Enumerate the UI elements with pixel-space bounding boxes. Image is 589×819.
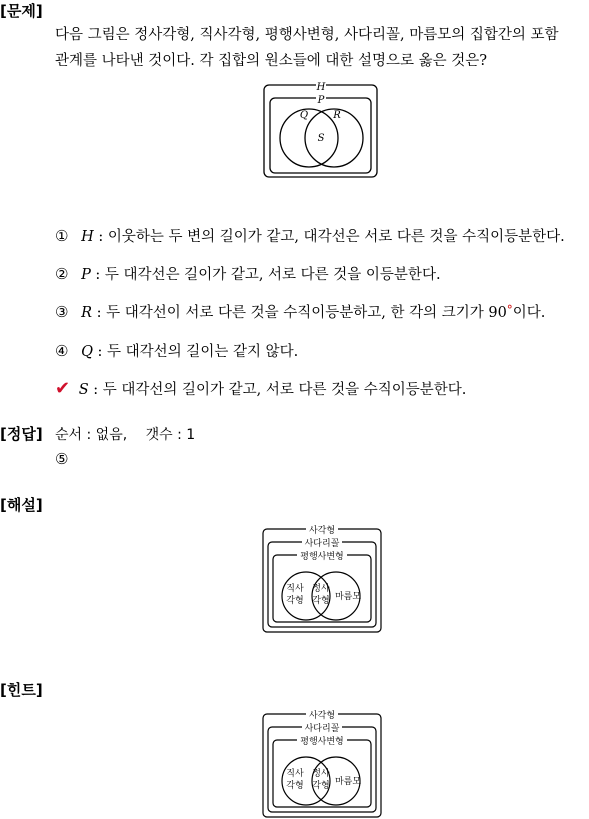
set-q-label: Q (299, 110, 309, 121)
solution-label: [해설] (0, 496, 43, 514)
choice-4-text: : 두 대각선의 길이는 같지 않다. (92, 344, 299, 360)
answer-order: 순서 : 없음, (55, 427, 128, 443)
rhombus-label: 마름모 (334, 777, 362, 787)
choice-3[interactable] (55, 301, 545, 322)
problem-line-1: 다음 그림은 정사각형, 직사각형, 평행사변형, 사다리꼴, 마름모의 집합간의 포함 (55, 27, 559, 43)
problem-venn-diagram (263, 81, 379, 179)
choice-2-number: ② (55, 265, 69, 283)
rectangle-label-1: 직사 (286, 584, 304, 594)
choice-3-var: R (81, 305, 92, 321)
choice-3-number: ③ (55, 303, 69, 321)
square-label-2: 각형 (312, 781, 330, 791)
parallelogram-label: 평행사변형 (300, 737, 344, 747)
square-label-2: 각형 (312, 596, 330, 606)
choice-4-var: Q (81, 344, 93, 360)
choice-3-tail: 이다. (512, 305, 546, 321)
quadrilateral-label: 사각형 (308, 526, 336, 536)
choice-4[interactable] (55, 340, 298, 361)
set-h-label: H (316, 82, 326, 93)
rectangle-label-2: 각형 (286, 596, 304, 606)
choice-1-text: : 이웃하는 두 변의 길이가 같고, 대각선은 서로 다른 것을 수직이등분한다. (93, 229, 565, 245)
square-label-1: 정사 (312, 769, 330, 779)
choice-3-text: : 두 대각선이 서로 다른 것을 수직이등분하고, 한 각의 크기가 90 (91, 305, 507, 321)
hint-venn-diagram (262, 709, 383, 819)
choice-2[interactable] (55, 263, 441, 284)
answer-label: [정답] (0, 425, 43, 443)
choice-5-var: S (78, 382, 89, 398)
problem-label: [문제] (0, 2, 43, 20)
trapezoid-label: 사다리꼴 (304, 539, 340, 549)
solution-venn-diagram (262, 524, 383, 634)
problem-line-2: 관계를 나타낸 것이다. 각 집합의 원소들에 대한 설명으로 옳은 것은? (55, 53, 488, 69)
degree-symbol: ° (506, 303, 513, 317)
correct-check-icon: ✔ (55, 378, 71, 399)
quadrilateral-label: 사각형 (308, 711, 336, 721)
trapezoid-label: 사다리꼴 (304, 724, 340, 734)
choice-5[interactable] (55, 378, 466, 399)
choice-4-number: ④ (55, 342, 69, 360)
hint-label: [힌트] (0, 681, 43, 699)
parallelogram-label: 평행사변형 (300, 552, 344, 562)
square-label-1: 정사 (312, 584, 330, 594)
answer-meta (55, 424, 195, 444)
set-s-label: S (317, 133, 325, 144)
choice-1-number: ① (55, 227, 69, 245)
set-r-label: R (333, 110, 341, 121)
answer-count: 갯수 : 1 (145, 427, 196, 443)
choice-1-var: H (81, 229, 94, 245)
choice-2-text: : 두 대각선은 길이가 같고, 서로 다른 것을 이등분한다. (90, 267, 441, 283)
answer-value: ⑤ (55, 450, 69, 468)
choice-2-var: P (81, 267, 91, 283)
choice-5-text: : 두 대각선의 길이가 같고, 서로 다른 것을 수직이등분한다. (88, 382, 467, 398)
choice-1[interactable] (55, 225, 565, 246)
rectangle-label-2: 각형 (286, 781, 304, 791)
rectangle-label-1: 직사 (286, 769, 304, 779)
set-q-circle (280, 109, 338, 167)
rhombus-label: 마름모 (334, 592, 362, 602)
set-p-label: P (317, 95, 325, 106)
problem-text (55, 22, 585, 74)
